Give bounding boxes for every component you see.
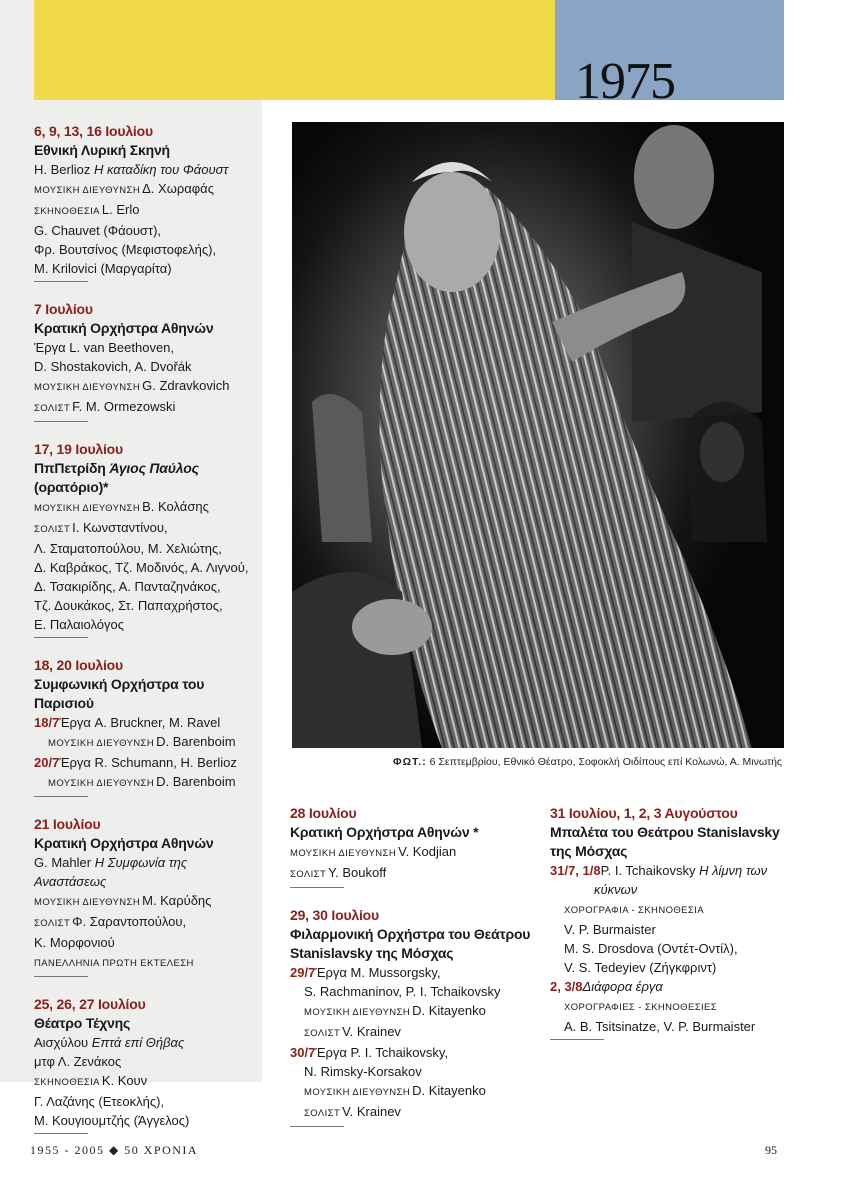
venue-name: Κρατική Ορχήστρα Αθηνών bbox=[34, 320, 214, 336]
credit-text: V. Kodjian bbox=[398, 844, 457, 859]
credit-text: L. Erlo bbox=[101, 202, 140, 217]
event-date: 28 Ιουλίου bbox=[290, 805, 357, 821]
entry-divider bbox=[34, 796, 88, 797]
credit-text: Φ. Σαραντοπούλου, bbox=[72, 914, 187, 929]
credit-role: ΜΟΥΣΙΚΗ ΔΙΕΥΘΥΝΣΗ bbox=[48, 778, 155, 789]
event-date: 21 Ιουλίου bbox=[34, 816, 101, 832]
credit-text: Φρ. Βουτσίνος (Μεφιστοφελής), bbox=[34, 242, 217, 257]
credit-line bbox=[34, 713, 260, 732]
caption-prefix: ΦΩΤ.: bbox=[393, 756, 427, 768]
credit-text: V. Krainev bbox=[342, 1104, 401, 1119]
credit-text: Ε. Παλαιολόγος bbox=[34, 617, 125, 632]
credit-line bbox=[34, 1111, 260, 1130]
credit-line bbox=[550, 899, 790, 920]
credit-line bbox=[34, 853, 260, 872]
event-date: 31 Ιουλίου, 1, 2, 3 Αυγούστου bbox=[550, 805, 738, 821]
venue-name: Εθνική Λυρική Σκηνή bbox=[34, 142, 170, 158]
credit-text: Κ. Μορφονιού bbox=[34, 935, 115, 950]
caption-text: 6 Σεπτεμβρίου, Εθνικό Θέατρο, Σοφοκλή Οιδίπους επί Κολωνώ, Α. Μινωτής bbox=[429, 756, 782, 768]
credit-text: Y. Boukoff bbox=[328, 865, 387, 880]
credit-line bbox=[34, 518, 260, 539]
credit-text: G. Mahler bbox=[34, 855, 95, 870]
credit-line bbox=[290, 1081, 540, 1102]
credit-line bbox=[34, 952, 260, 973]
credit-line bbox=[34, 221, 260, 240]
yellow-header-band bbox=[34, 0, 555, 100]
credit-line bbox=[34, 912, 260, 933]
credit-line bbox=[290, 982, 540, 1001]
photo-theatre-scene-icon bbox=[292, 122, 784, 748]
credit-line bbox=[34, 753, 260, 772]
credit-line bbox=[290, 842, 540, 863]
venue-title-line2: της Μόσχας bbox=[550, 843, 628, 859]
event-date: 17, 19 Ιουλίου bbox=[34, 441, 123, 457]
credit-role: ΣΟΛΙΣΤ bbox=[34, 403, 71, 414]
credit-text: Γ. Λαζάνης (Ετεοκλής), bbox=[34, 1094, 165, 1109]
credit-role: ΜΟΥΣΙΚΗ ΔΙΕΥΘΥΝΣΗ bbox=[290, 848, 397, 859]
credit-text: V. S. Tedeyiev (Ζήγκφριντ) bbox=[564, 960, 717, 975]
credit-line bbox=[290, 1102, 540, 1123]
credit-text: H. Berlioz bbox=[34, 162, 94, 177]
credit-text: A. B. Tsitsinatze, V. P. Burmaister bbox=[564, 1019, 756, 1034]
credit-text: D. Kitayenko bbox=[412, 1003, 486, 1018]
credit-line bbox=[290, 1022, 540, 1043]
credit-role: ΜΟΥΣΙΚΗ ΔΙΕΥΘΥΝΣΗ bbox=[34, 897, 141, 908]
performance-date: 18/7 bbox=[34, 715, 60, 730]
credit-line bbox=[34, 259, 260, 278]
credit-line bbox=[34, 397, 260, 418]
credit-text: Μ. Κουγιουμτζής (Άγγελος) bbox=[34, 1113, 190, 1128]
program-entry bbox=[34, 300, 260, 422]
program-entry bbox=[290, 906, 540, 1127]
credit-role: ΣΟΛΙΣΤ bbox=[304, 1028, 341, 1039]
credit-text: V. P. Burmaister bbox=[564, 922, 656, 937]
credit-text: Ι. Κωνσταντίνου, bbox=[72, 520, 168, 535]
credit-text: Έργα M. Mussorgsky, bbox=[315, 965, 441, 980]
credit-text: Έργα R. Schumann, H. Berlioz bbox=[59, 755, 237, 770]
work-title: Η λίμνη των bbox=[699, 863, 768, 878]
performance-date: 20/7 bbox=[34, 755, 60, 770]
credit-line bbox=[34, 732, 260, 753]
credit-line bbox=[34, 1033, 260, 1052]
venue-title bbox=[34, 141, 260, 160]
credit-text: Έργα L. van Beethoven, bbox=[34, 340, 175, 355]
credit-line bbox=[34, 577, 260, 596]
credit-role: ΣΟΛΙΣΤ bbox=[304, 1108, 341, 1119]
credit-line bbox=[34, 933, 260, 952]
program-entry bbox=[550, 804, 790, 1040]
page-number: 95 bbox=[765, 1143, 777, 1157]
credit-role: ΣΟΛΙΣΤ bbox=[290, 869, 327, 880]
work-title: κύκνων bbox=[594, 882, 638, 897]
credit-text: Μ. Καρύδης bbox=[142, 893, 212, 908]
venue-name: Κρατική Ορχήστρα Αθηνών bbox=[34, 835, 214, 851]
credit-role: ΠΑΝΕΛΛΗΝΙΑ ΠΡΩΤΗ ΕΚΤΕΛΕΣΗ bbox=[34, 958, 194, 969]
venue-name: Μπαλέτα του Θεάτρου Stanislavsky bbox=[550, 824, 780, 840]
credit-text: Δ. Χωραφάς bbox=[142, 181, 214, 196]
credit-line bbox=[290, 1043, 540, 1062]
event-date: 6, 9, 13, 16 Ιουλίου bbox=[34, 123, 153, 139]
venue-name: Κρατική Ορχήστρα Αθηνών * bbox=[290, 824, 479, 840]
program-entry bbox=[290, 804, 540, 888]
credit-text: Λ. Σταματοπούλου, Μ. Χελιώτης, bbox=[34, 541, 222, 556]
credit-line bbox=[290, 963, 540, 982]
credit-role: ΣΟΛΙΣΤ bbox=[34, 524, 71, 535]
credit-line bbox=[34, 1071, 260, 1092]
credit-line bbox=[34, 179, 260, 200]
credit-text: Δ. Καβράκος, Τζ. Μοδινός, Α. Λιγνού, bbox=[34, 560, 249, 575]
credit-role: ΜΟΥΣΙΚΗ ΔΙΕΥΘΥΝΣΗ bbox=[34, 382, 141, 393]
entry-divider bbox=[34, 637, 88, 638]
credit-line bbox=[34, 772, 260, 793]
credit-role: ΜΟΥΣΙΚΗ ΔΙΕΥΘΥΝΣΗ bbox=[304, 1087, 411, 1098]
credit-text: D. Barenboim bbox=[156, 774, 236, 789]
credit-text: Αισχύλου bbox=[34, 1035, 92, 1050]
credit-line bbox=[34, 200, 260, 221]
venue-name: ΠπΠετρίδη bbox=[34, 460, 110, 476]
credit-role: ΜΟΥΣΙΚΗ ΔΙΕΥΘΥΝΣΗ bbox=[304, 1007, 411, 1018]
credit-text: Τζ. Δουκάκος, Στ. Παπαχρήστος, bbox=[34, 598, 223, 613]
credit-text: Έργα P. I. Tchaikovsky, bbox=[315, 1045, 449, 1060]
credit-role: ΣΚΗΝΟΘΕΣΙΑ bbox=[34, 206, 100, 217]
year-heading: 1975 bbox=[575, 53, 675, 110]
program-entry bbox=[34, 815, 260, 977]
credit-line bbox=[290, 1001, 540, 1022]
credit-role: ΜΟΥΣΙΚΗ ΔΙΕΥΘΥΝΣΗ bbox=[34, 185, 141, 196]
credit-text: M. Krilovici (Μαργαρίτα) bbox=[34, 261, 172, 276]
performance-date: 31/7, 1/8 bbox=[550, 863, 601, 878]
venue-title bbox=[290, 925, 540, 944]
credit-line bbox=[34, 1092, 260, 1111]
program-entry bbox=[34, 656, 260, 797]
middle-column bbox=[290, 804, 540, 1145]
performance-date: 2, 3/8 bbox=[550, 979, 583, 994]
credit-text: Β. Κολάσης bbox=[142, 499, 209, 514]
credit-line bbox=[550, 920, 790, 939]
credit-line bbox=[34, 1052, 260, 1071]
credit-text: G. Chauvet (Φάουστ), bbox=[34, 223, 162, 238]
venue-name: Συμφωνική Ορχήστρα του Παρισιού bbox=[34, 676, 205, 711]
credit-text: P. I. Tchaikovsky bbox=[600, 863, 700, 878]
credit-role: ΣΟΛΙΣΤ bbox=[34, 918, 71, 929]
credit-text: Κ. Κουν bbox=[101, 1073, 148, 1088]
venue-title bbox=[290, 823, 540, 842]
credit-line bbox=[34, 357, 260, 376]
program-entry bbox=[34, 440, 260, 638]
credit-text: μτφ Λ. Ζενάκος bbox=[34, 1054, 122, 1069]
credit-role: ΜΟΥΣΙΚΗ ΔΙΕΥΘΥΝΣΗ bbox=[34, 503, 141, 514]
credit-line bbox=[34, 160, 260, 179]
credit-text: Δ. Τσακιρίδης, Α. Πανταζηνάκος, bbox=[34, 579, 221, 594]
venue-title bbox=[34, 675, 260, 713]
entry-divider bbox=[34, 421, 88, 422]
event-date: 25, 26, 27 Ιουλίου bbox=[34, 996, 146, 1012]
credit-line bbox=[34, 539, 260, 558]
venue-name: Θέατρο Τέχνης bbox=[34, 1015, 131, 1031]
entry-divider bbox=[550, 1039, 604, 1040]
entry-divider bbox=[290, 1126, 344, 1127]
entry-divider bbox=[290, 887, 344, 888]
venue-title bbox=[34, 834, 260, 853]
credit-line bbox=[34, 376, 260, 397]
credit-text: Έργα A. Bruckner, M. Ravel bbox=[59, 715, 221, 730]
credit-role: ΜΟΥΣΙΚΗ ΔΙΕΥΘΥΝΣΗ bbox=[48, 738, 155, 749]
credit-line bbox=[550, 977, 790, 996]
credit-text: M. S. Drosdova (Οντέτ-Οντίλ), bbox=[564, 941, 738, 956]
credit-text: S. Rachmaninov, P. I. Tchaikovsky bbox=[304, 984, 501, 999]
photo-caption bbox=[378, 755, 782, 769]
credit-text: D. Kitayenko bbox=[412, 1083, 486, 1098]
credit-text: G. Zdravkovich bbox=[142, 378, 230, 393]
credit-line bbox=[550, 880, 790, 899]
credit-line bbox=[290, 863, 540, 884]
venue-name: Φιλαρμονική Ορχήστρα του Θεάτρου bbox=[290, 926, 531, 942]
credit-line bbox=[34, 240, 260, 259]
venue-title bbox=[34, 1014, 260, 1033]
venue-title bbox=[34, 319, 260, 338]
entry-divider bbox=[34, 976, 88, 977]
credit-text: F. M. Ormezowski bbox=[72, 399, 176, 414]
credit-line bbox=[34, 558, 260, 577]
work-title: Αναστάσεως bbox=[34, 874, 107, 889]
venue-note: (ορατόριο)* bbox=[34, 479, 109, 495]
venue-title bbox=[34, 459, 260, 497]
right-column bbox=[550, 804, 790, 1058]
credit-line bbox=[550, 996, 790, 1017]
event-date: 29, 30 Ιουλίου bbox=[290, 907, 379, 923]
credit-line bbox=[550, 861, 790, 880]
program-entry bbox=[34, 122, 260, 282]
credit-line bbox=[550, 1017, 790, 1036]
venue-title bbox=[550, 823, 790, 842]
credit-line bbox=[34, 872, 260, 891]
credit-line bbox=[34, 596, 260, 615]
credit-line bbox=[34, 497, 260, 518]
credit-line bbox=[34, 338, 260, 357]
work-title: Διάφορα έργα bbox=[582, 979, 663, 994]
entry-divider bbox=[34, 281, 88, 282]
credit-role: ΧΟΡΟΓΡΑΦΙΑ - ΣΚΗΝΟΘΕΣΙΑ bbox=[564, 905, 704, 916]
credit-line bbox=[34, 891, 260, 912]
credit-text: D. Barenboim bbox=[156, 734, 236, 749]
work-title: Η Συμφωνία της bbox=[94, 855, 188, 870]
performance-date: 30/7 bbox=[290, 1045, 316, 1060]
work-title: Άγιος Παύλος bbox=[109, 460, 199, 476]
credit-text: N. Rimsky-Korsakov bbox=[304, 1064, 422, 1079]
event-date: 7 Ιουλίου bbox=[34, 301, 93, 317]
entry-divider bbox=[34, 1133, 88, 1134]
credit-line bbox=[34, 615, 260, 634]
credit-line bbox=[550, 958, 790, 977]
work-title: Επτά επί Θήβας bbox=[91, 1035, 185, 1050]
credit-role: ΣΚΗΝΟΘΕΣΙΑ bbox=[34, 1077, 100, 1088]
venue-title-line2: Stanislavsky της Μόσχας bbox=[290, 945, 454, 961]
credit-text: V. Krainev bbox=[342, 1024, 401, 1039]
performance-date: 29/7 bbox=[290, 965, 316, 980]
left-column bbox=[34, 122, 260, 1152]
credit-text: D. Shostakovich, A. Dvořák bbox=[34, 359, 192, 374]
credit-line bbox=[290, 1062, 540, 1081]
credit-role: ΧΟΡΟΓΡΑΦΙΕΣ - ΣΚΗΝΟΘΕΣΙΕΣ bbox=[564, 1002, 718, 1013]
credit-line bbox=[550, 939, 790, 958]
program-entry bbox=[34, 995, 260, 1134]
event-date: 18, 20 Ιουλίου bbox=[34, 657, 123, 673]
work-title: Η καταδίκη του Φάουστ bbox=[93, 162, 229, 177]
footer-series-title: 1955 - 2005 ◆ 50 ΧΡΟΝΙΑ bbox=[30, 1143, 199, 1157]
